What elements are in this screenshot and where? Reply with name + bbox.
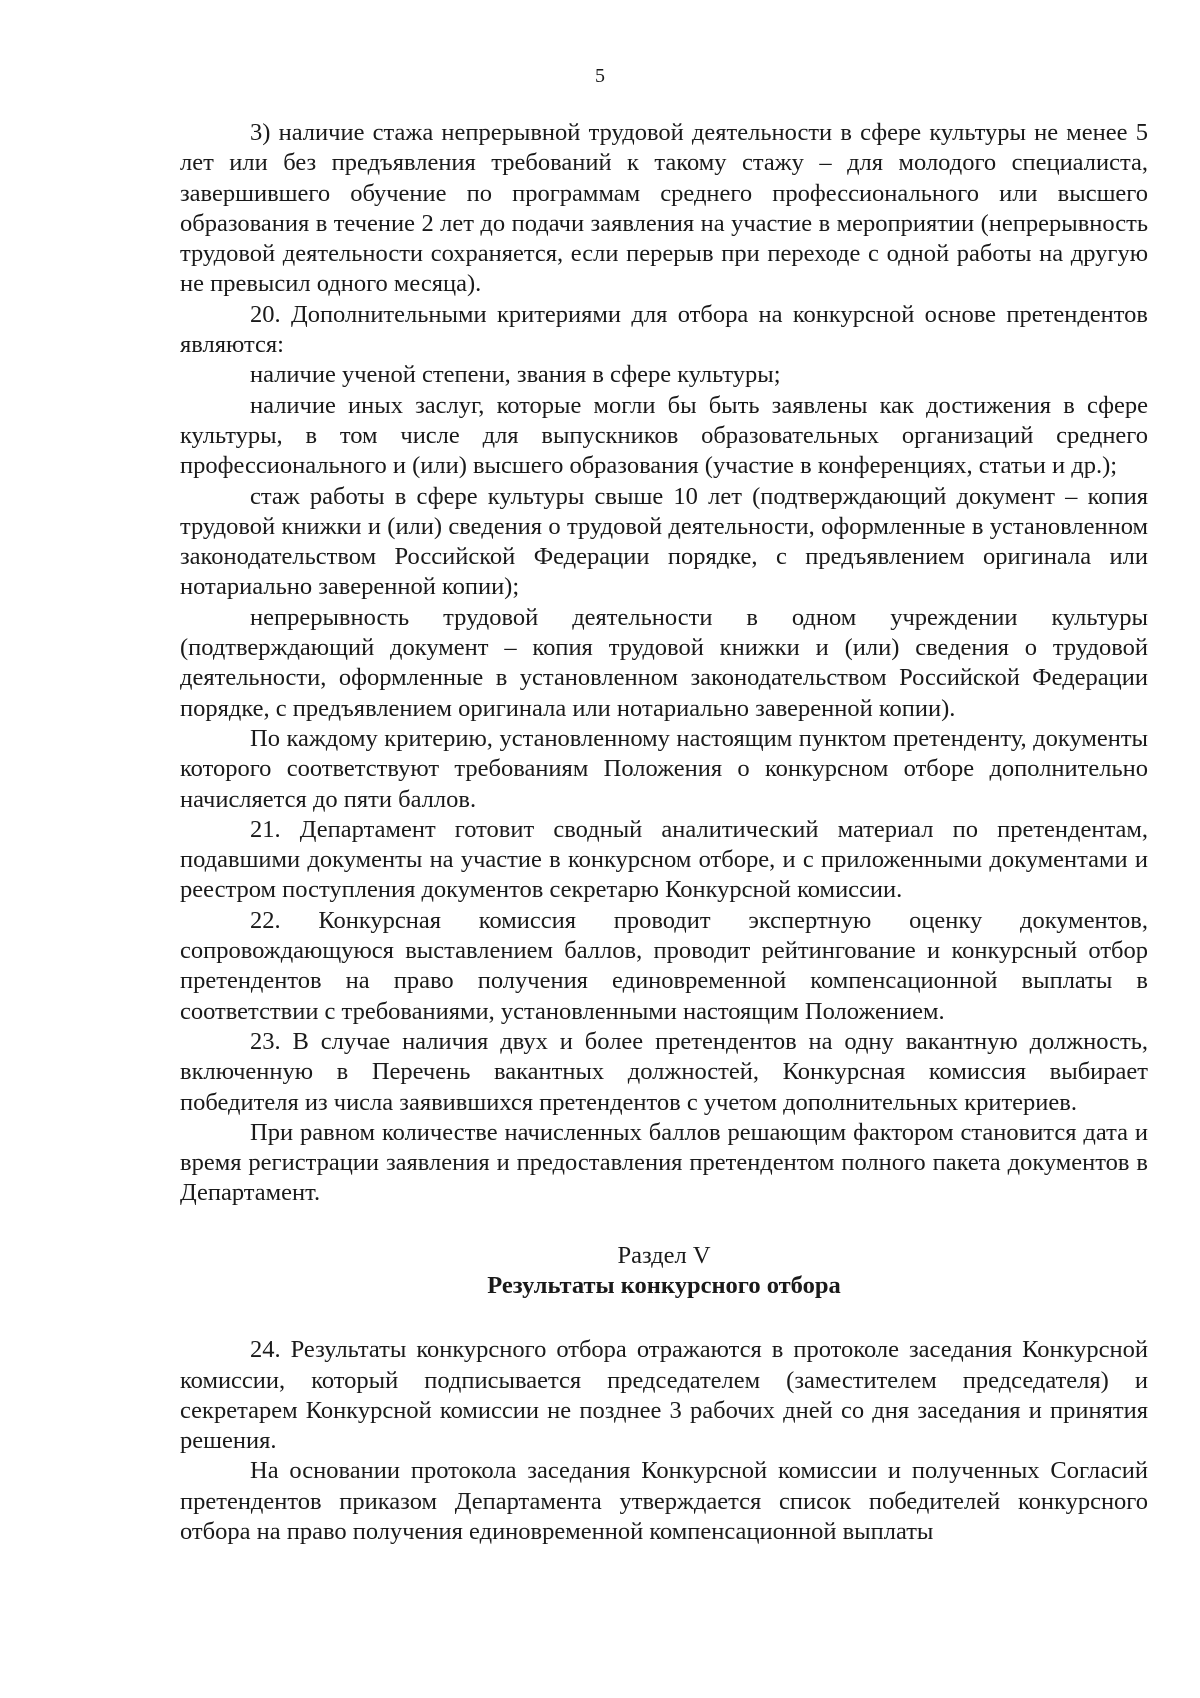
paragraph-academic-degree: наличие ученой степени, звания в сфере культуры;	[250, 361, 781, 389]
paragraph-other-merits: наличие иных заслуг, которые могли бы быть заявлены как достижения в сфере культуры, в том числе для выпускников образовательных организаций среднего профессионального и (или) высшего образования (участие в конференциях, статьи и др.);	[180, 391, 1148, 480]
section-label: Раздел V	[617, 1241, 711, 1269]
paragraph-experience-10-years: стаж работы в сфере культуры свыше 10 лет (подтверждающий документ – копия трудовой книжки и (или) сведения о трудовой деятельности, оформленные в установленном законодательством Российской Федерации порядке, с предъявлением оригинала или нотариально заверенной копии);	[180, 482, 1148, 601]
section-title: Результаты конкурсного отбора	[487, 1271, 841, 1299]
document-body	[180, 118, 1148, 1547]
paragraph-continuous-work: непрерывность трудовой деятельности в одном учреждении культуры (подтверждающий документ – копия трудовой книжки и (или) сведения о трудовой деятельности, оформленные в установленном законодательством Российской Федерации порядке, с предъявлением оригинала или нотариально заверенной копии).	[180, 603, 1148, 722]
paragraph-clause-23: 23. В случае наличия двух и более претендентов на одну вакантную должность, включенную в Перечень вакантных должностей, Конкурсная комиссия выбирает победителя из числа заявившихся претендентов с учетом дополнительных критериев.	[180, 1027, 1148, 1116]
paragraph-five-points: По каждому критерию, установленному настоящим пунктом претенденту, документы которого соответствуют требованиям Положения о конкурсном отборе дополнительно начисляется до пяти баллов.	[180, 724, 1148, 813]
paragraph-equal-points: При равном количестве начисленных баллов решающим фактором становится дата и время регистрации заявления и предоставления претендентом полного пакета документов в Департамент.	[180, 1118, 1148, 1207]
section-heading	[180, 1241, 1148, 1302]
paragraph-clause-22: 22. Конкурсная комиссия проводит экспертную оценку документов, сопровождающуюся выставлением баллов, проводит рейтингование и конкурсный отбор претендентов на право получения единовременной компенсационной выплаты в соответствии с требованиями, установленными настоящим Положением.	[180, 906, 1148, 1025]
paragraph-clause-21: 21. Департамент готовит сводный аналитический материал по претендентам, подавшими документы на участие в конкурсном отборе, и с приложенными документами и реестром поступления документов секретарю Конкурсной комиссии.	[180, 815, 1148, 904]
paragraph-item-3: 3) наличие стажа непрерывной трудовой деятельности в сфере культуры не менее 5 лет или без предъявления требований к такому стажу – для молодого специалиста, завершившего обучение по программам среднего профессионального или высшего образования в течение 2 лет до подачи заявления на участие в мероприятии (непрерывность трудовой деятельности сохраняется, если перерыв при переходе с одной работы на другую не превысил одного месяца).	[180, 119, 1148, 298]
paragraph-clause-20: 20. Дополнительными критериями для отбора на конкурсной основе претендентов являются:	[180, 300, 1148, 359]
paragraph-winners-list: На основании протокола заседания Конкурсной комиссии и полученных Согласий претендентов приказом Департамента утверждается список победителей конкурсного отбора на право получения единовременной компенсационной выплаты	[180, 1457, 1148, 1546]
paragraph-clause-24: 24. Результаты конкурсного отбора отражаются в протоколе заседания Конкурсной комиссии, который подписывается председателем (заместителем председателя) и секретарем Конкурсной комиссии не позднее 3 рабочих дней со дня заседания и принятия решения.	[180, 1336, 1148, 1455]
page-number: 5	[595, 65, 605, 87]
